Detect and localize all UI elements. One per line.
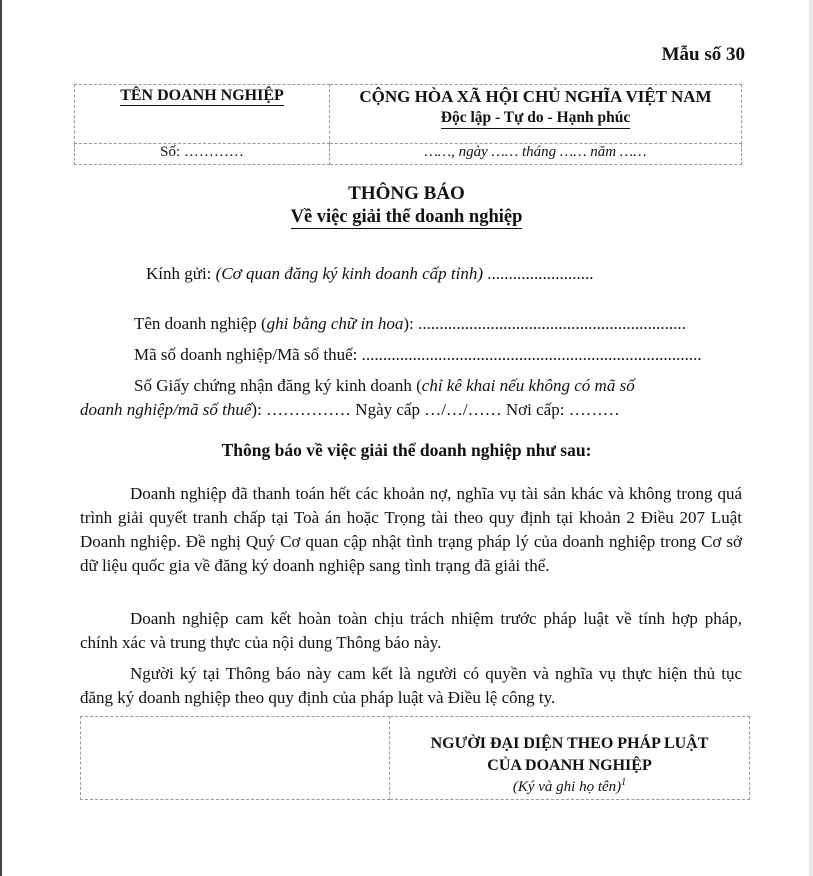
company-cell <box>75 85 330 144</box>
signature-blank-cell <box>81 717 390 800</box>
company-name-field-dots: ............................................................... <box>418 314 686 333</box>
company-name-field-hint: ghi bằng chữ in hoa <box>266 314 404 333</box>
document-subtitle: Về việc giải thể doanh nghiệp <box>290 207 523 227</box>
motto: Độc lập - Tự do - Hạnh phúc <box>441 109 630 129</box>
certificate-field-label: Số Giấy chứng nhận đăng ký kinh doanh ( <box>134 376 422 395</box>
signature-title <box>390 733 749 777</box>
tax-code-field <box>134 345 702 365</box>
company-name-field-label: Tên doanh nghiệp ( <box>134 314 267 333</box>
recipient-dots: ......................... <box>487 264 594 283</box>
signature-title-line1: NGƯỜI ĐẠI DIỆN THEO PHÁP LUẬT <box>430 735 709 752</box>
nation-heading: CỘNG HÒA XÃ HỘI CHỦ NGHĨA VIỆT NAM <box>359 87 712 106</box>
paragraph-1: Doanh nghiệp đã thanh toán hết các khoản nợ, nghĩa vụ tài sản khác và không trong quá trình giải quyết tranh chấp tại Toà án hoặc Trọng tài theo quy định tại khoản 2 Điều 207 Luật Doanh nghiệp. Đề nghị Quý Cơ quan cập nhật tình trạng pháp lý của doanh nghiệp trong Cơ sở dữ liệu quốc gia về đăng ký doanh nghiệp sang tình trạng đã giải thể. <box>80 484 742 575</box>
company-name-label: TÊN DOANH NGHIỆP <box>120 87 284 104</box>
tax-code-field-dots: ................................................................................ <box>361 345 702 364</box>
document-number: Số: ………… <box>75 144 330 165</box>
footnote-mark[interactable]: 1 <box>621 777 627 788</box>
certificate-field-line1 <box>134 376 635 396</box>
nation-cell <box>330 85 742 144</box>
tax-code-field-label: Mã số doanh nghiệp/Mã số thuế: <box>134 345 358 364</box>
signature-note: (Ký và ghi họ tên)$^1$ <box>512 777 627 795</box>
recipient-value: (Cơ quan đăng ký kinh doanh cấp tỉnh) <box>215 264 484 283</box>
certificate-field-line2 <box>80 400 620 420</box>
section-heading: Thông báo về việc giải thể doanh nghiệp như sau: <box>221 440 592 460</box>
paragraph-3: Người ký tại Thông báo này cam kết là người có quyền và nghĩa vụ thực hiện thủ tục đăng ký doanh nghiệp theo quy định của pháp luật và Điều lệ công ty. <box>80 664 742 707</box>
company-name-field-tail: ): <box>403 314 414 333</box>
paragraph-2: Doanh nghiệp cam kết hoàn toàn chịu trách nhiệm trước pháp luật về tính hợp pháp, chính xác và trung thực của nội dung Thông báo này. <box>80 609 742 652</box>
certificate-field-hint: chỉ kê khai nếu không có mã số <box>421 376 635 395</box>
document-date: ……, ngày …… tháng …… năm …… <box>330 144 742 165</box>
certificate-field-hint2: doanh nghiệp/mã số thuế <box>80 400 252 419</box>
recipient-label: Kính gửi: <box>146 264 212 283</box>
signature-cell <box>390 717 750 800</box>
recipient-line <box>146 264 594 284</box>
header-table <box>74 84 742 165</box>
certificate-field-tail: ): …………… Ngày cấp …/…/…… Nơi cấp: ……… <box>251 400 620 419</box>
signature-title-line2: CỦA DOANH NGHIỆP <box>487 757 652 774</box>
company-name-field <box>134 314 686 334</box>
signature-table <box>80 716 750 800</box>
form-number: Mẫu số 30 <box>661 44 745 65</box>
document-title: THÔNG BÁO <box>348 183 465 204</box>
